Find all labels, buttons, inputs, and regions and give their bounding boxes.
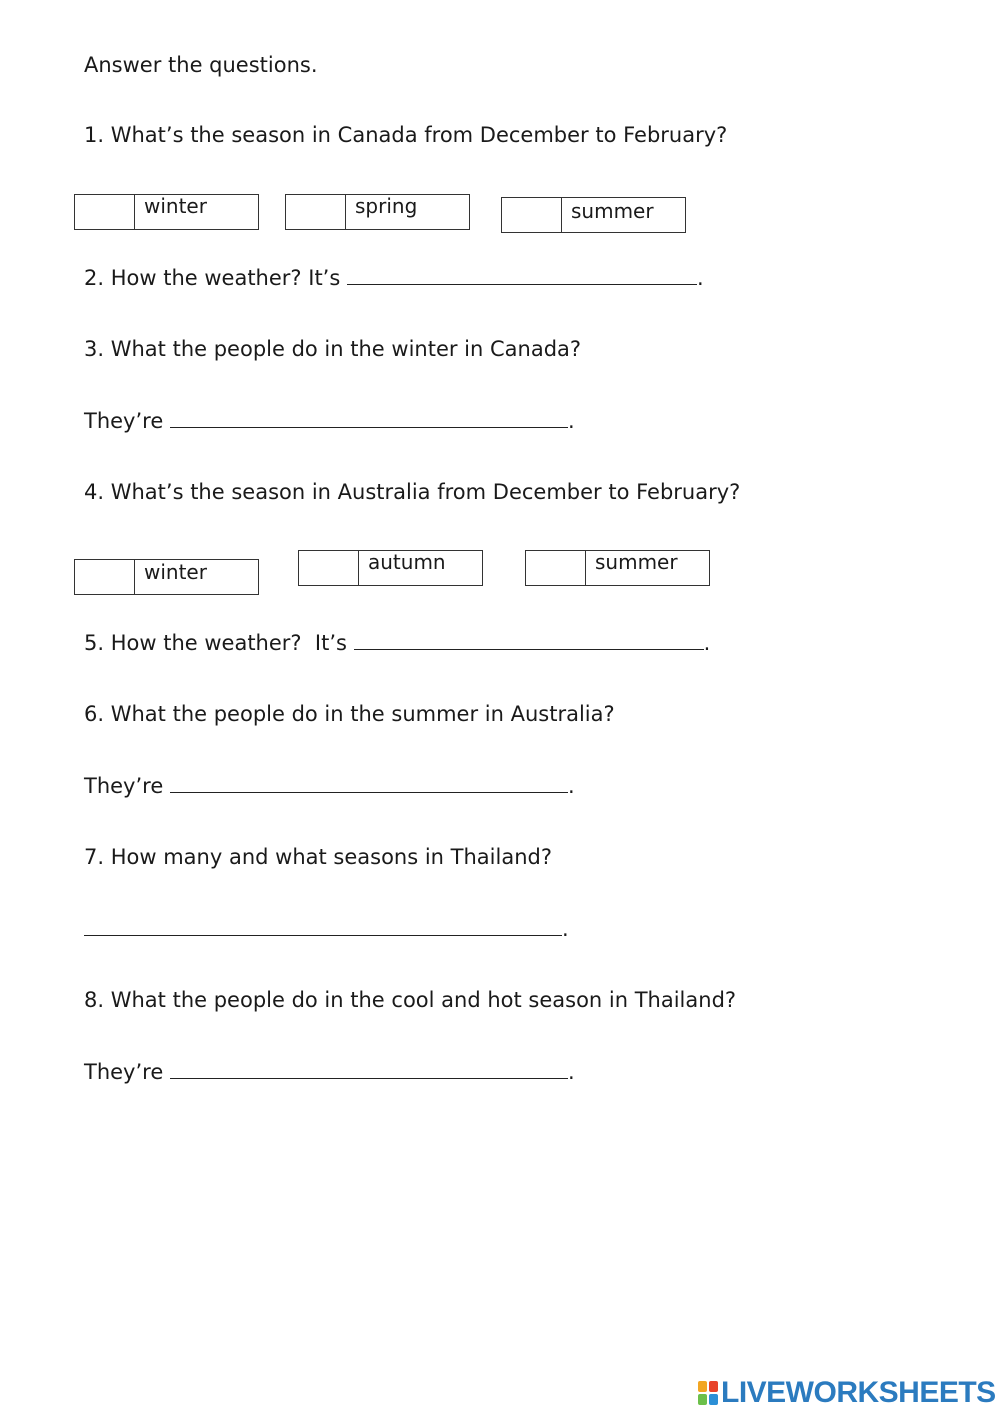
question-number: 5.	[84, 631, 105, 655]
sentence-end: .	[567, 409, 575, 433]
answer-checkbox[interactable]	[286, 195, 346, 229]
answer-prefix: They’re	[84, 1060, 164, 1084]
logo-mark-icon	[698, 1381, 718, 1405]
answer-blank[interactable]	[354, 629, 704, 650]
option-box	[501, 197, 686, 233]
option-box	[285, 194, 470, 230]
answer-checkbox[interactable]	[75, 560, 135, 594]
answer-blank[interactable]	[170, 1058, 568, 1079]
sentence-end: .	[703, 631, 711, 655]
option-label: summer	[571, 199, 654, 223]
answer-line-6	[84, 772, 575, 799]
question-text: How the weather? It’s	[110, 631, 347, 655]
question-text: How many and what seasons in Thailand?	[110, 845, 553, 869]
question-6	[84, 701, 615, 727]
sentence-end: .	[567, 1060, 575, 1084]
option-box	[74, 559, 259, 595]
question-number: 1.	[84, 123, 105, 147]
logo-tile	[709, 1394, 718, 1405]
question-7	[84, 844, 552, 870]
sentence-end: .	[562, 917, 569, 941]
answer-checkbox[interactable]	[75, 195, 135, 229]
answer-checkbox[interactable]	[526, 551, 586, 585]
question-text: How the weather? It’s	[110, 266, 341, 290]
answer-blank[interactable]	[170, 407, 568, 428]
answer-prefix: They’re	[84, 409, 164, 433]
answer-line-7	[84, 915, 569, 942]
option-label: summer	[595, 550, 678, 574]
logo-tile	[698, 1394, 707, 1405]
answer-blank[interactable]	[170, 772, 568, 793]
question-3	[84, 336, 581, 362]
option-box	[74, 194, 259, 230]
question-number: 6.	[84, 702, 105, 726]
question-4	[84, 479, 740, 505]
question-text: What the people do in the cool and hot season in Thailand?	[110, 988, 737, 1012]
sentence-end: .	[696, 266, 704, 290]
logo-tile	[709, 1381, 718, 1392]
question-number: 2.	[84, 266, 105, 290]
option-label: winter	[144, 194, 207, 218]
question-text: What’s the season in Australia from December to February?	[110, 480, 741, 504]
question-2	[84, 264, 704, 291]
question-number: 4.	[84, 480, 105, 504]
question-number: 7.	[84, 845, 105, 869]
answer-prefix: They’re	[84, 774, 164, 798]
question-8	[84, 987, 736, 1013]
answer-line-3	[84, 407, 575, 434]
liveworksheets-logo	[698, 1376, 996, 1410]
question-number: 3.	[84, 337, 105, 361]
answer-checkbox[interactable]	[299, 551, 359, 585]
answer-checkbox[interactable]	[502, 198, 562, 232]
question-text: What the people do in the winter in Canada?	[110, 337, 582, 361]
option-box	[298, 550, 483, 586]
sentence-end: .	[567, 774, 575, 798]
option-label: winter	[144, 560, 207, 584]
option-box	[525, 550, 710, 586]
option-label: spring	[355, 194, 418, 218]
instructions: Answer the questions.	[84, 53, 318, 77]
answer-blank[interactable]	[347, 264, 697, 285]
question-text: What’s the season in Canada from December to February?	[110, 123, 728, 147]
answer-blank[interactable]	[84, 915, 562, 936]
logo-wordmark: LIVEWORKSHEETS	[721, 1376, 996, 1409]
option-label: autumn	[368, 550, 446, 574]
question-1	[84, 122, 727, 148]
question-5	[84, 629, 710, 656]
question-text: What the people do in the summer in Australia?	[110, 702, 615, 726]
logo-tile	[698, 1381, 707, 1392]
question-number: 8.	[84, 988, 105, 1012]
answer-line-8	[84, 1058, 575, 1085]
